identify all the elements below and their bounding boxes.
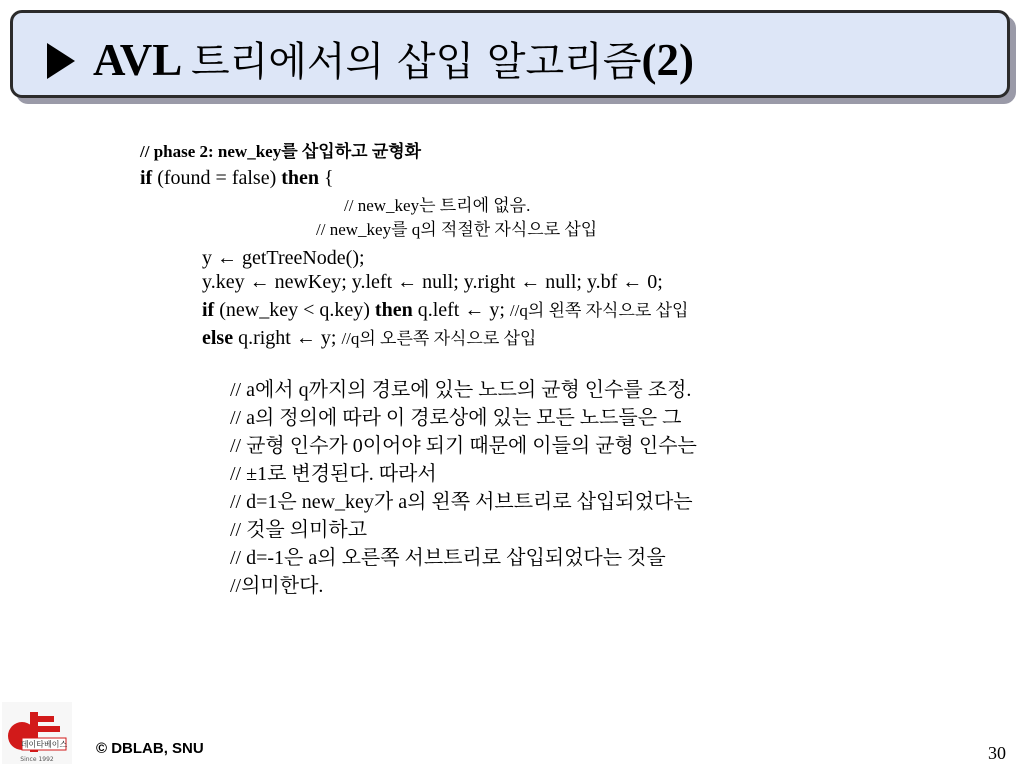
code-line-init-node: y.key ← newKey; y.left ← null; y.right ← null; y.bf ← 0; [202,271,663,293]
comment-line-3: // 균형 인수가 0이어야 되기 때문에 이들의 균형 인수는 [230,435,697,457]
phase-comment: // phase 2: new_key를 삽입하고 균형화 [140,142,422,161]
comment-insert-child: // new_key를 q의 적절한 자식으로 삽입 [316,220,598,239]
code-line-if-found [140,166,334,190]
title-prefix: AVL [93,35,191,85]
code-line-else [202,326,536,351]
code-line-get-node: y ← getTreeNode(); [202,247,365,269]
title-bar [10,10,1010,98]
comment-line-8: //의미한다. [230,575,324,597]
condition-text: (new_key < q.key) [214,299,375,321]
copyright-text: © DBLAB, SNU [96,740,204,757]
code-line-if-less [202,298,688,323]
page-number: 30 [988,743,1006,763]
logo-text: 데이타베이스 [20,740,68,749]
brace: { [319,167,334,189]
title-korean: 트리에서의 삽입 알고리즘 [190,39,642,85]
comment-line-7: // d=-1은 a의 오른쪽 서브트리로 삽입되었다는 것을 [230,547,666,569]
comment-line-1: // a에서 q까지의 경로에 있는 노드의 균형 인수를 조정. [230,379,692,401]
comment-line-4: // ±1로 변경된다. 따라서 [230,463,437,485]
keyword-else: else [202,327,234,349]
comment-not-in-tree: // new_key는 트리에 없음. [344,196,531,215]
triangle-bullet-icon [47,43,75,79]
logo-since: Since 1992 [20,756,54,763]
comment-left-child: //q의 왼쪽 자식으로 삽입 [509,301,689,320]
comment-line-6: // 것을 의미하고 [230,519,368,541]
keyword-if: if [202,299,215,321]
condition-text: (found = false) [152,167,282,189]
slide-title [47,30,694,87]
keyword-then: then [281,167,320,189]
comment-right-child: //q의 오른쪽 자식으로 삽입 [341,329,537,348]
assign-left: q.left ← y; [412,299,510,321]
comment-line-2: // a의 정의에 따라 이 경로상에 있는 모든 노드들은 그 [230,407,682,429]
keyword-then: then [374,299,413,321]
dblab-logo [2,702,72,764]
title-suffix: (2) [641,35,694,85]
keyword-if: if [140,167,153,189]
assign-right: q.right ← y; [233,327,342,349]
comment-line-5: // d=1은 new_key가 a의 왼쪽 서브트리로 삽입되었다는 [230,491,693,513]
